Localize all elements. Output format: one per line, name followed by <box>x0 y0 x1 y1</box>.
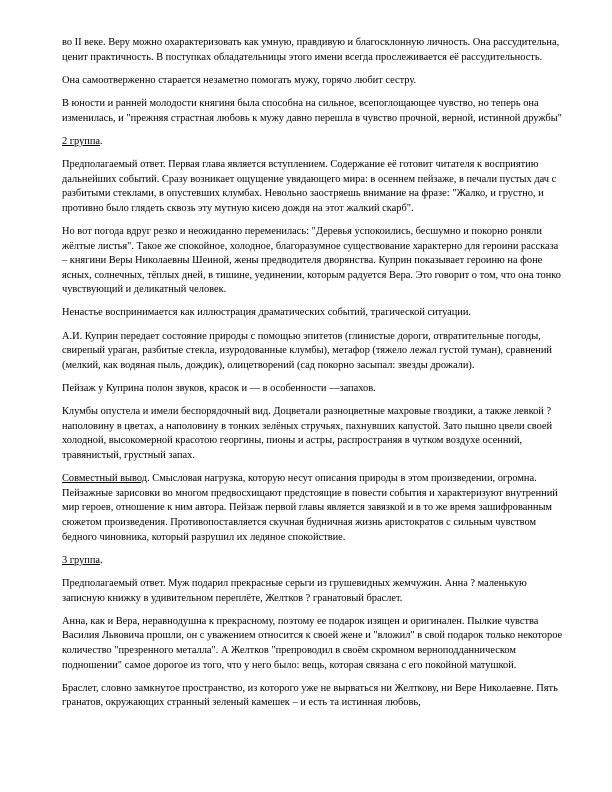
paragraph <box>62 330 566 374</box>
paragraph-text: . <box>100 135 103 147</box>
paragraph-text: Она самоотверженно старается незаметно помогать мужу, горячо любит сестру. <box>62 74 417 86</box>
paragraph-text: Предполагаемый ответ. Муж подарил прекрасные серьги из грушевидных жемчужин. Анна ? маленькую записную книжку в удивительном переплёте, Желтков ? гранатовый браслет. <box>62 577 527 604</box>
paragraph-text: Анна, как и Вера, неравнодушна к прекрасному, поэтому ее подарок изящен и оригинален. Пылкие чувства Василия Львовича прошли, он с уважением относится к своей жене и "вложил" в свой подарок только некоторое количество "презренного металла". А Желтков "препроводил в своём скромном верноподданническом подношении" самое дорогое из того, что у него было: вещь, которая связана с его покойной матушкой. <box>62 615 563 671</box>
paragraph-text: А.И. Куприн передает состояние природы с помощью эпитетов (глинистые дороги, отвратительные погоды, свирепый ураган, разбитые стекла, изуродованные клумбы), метафор (тяжело лежал густой туман), сравнений (мелкий, как водяная пыль, дождик), олицетворений (сад покорно засыпал: звезды дрожали). <box>62 330 552 371</box>
paragraph <box>62 682 566 711</box>
paragraph-text: Предполагаемый ответ. Первая глава является вступлением. Содержание её готовит читателя к восприятию дальнейших событий. Сразу возникает ощущение увядающего мира: в осеннем пейзаже, в печали пустых дач с разбитыми стеклами, в опустевших клумбах. Невольно заостряешь внимание на фразе: "Жалко, и грустно, и противно было глядеть сквозь эту мутную кисею дождя на этот жалкий скарб". <box>62 158 557 214</box>
paragraph-text: Пейзаж у Куприна полон звуков, красок и — в особенности —запахов. <box>62 383 376 395</box>
paragraph <box>62 36 566 65</box>
document-page <box>62 36 566 719</box>
paragraph-text: Ненастье воспринимается как иллюстрация драматических событий, трагической ситуации. <box>62 307 472 319</box>
paragraph <box>62 615 566 673</box>
paragraph <box>62 225 566 298</box>
underlined-heading-text: Совместный вывод <box>62 473 148 485</box>
paragraph-text: Браслет, словно замкнутое пространство, из которого уже не вырваться ни Желткову, ни Вере Николаевне. Пять гранатов, окружающих странный зеленый камешек – и есть та истинная любовь, <box>62 682 558 709</box>
paragraph-text: Клумбы опустела и имели беспорядочный вид. Доцветали разноцветные махровые гвоздики, а также левкой ? наполовину в цветах, а наполовину в тонких зелёных стручьях, пахнувших капустой. Зато пышно цвели своей холодной, высокомерной красотою георгины, пионы и астры, распространяя в чутком воздухе осенний, травянистый, грустный запах. <box>62 406 553 461</box>
paragraph-text: . Смысловая нагрузка, которую несут описания природы в этом произведении, огромна. Пейзажные зарисовки во многом предвосхищают предстоящие в повести события и характеризуют внутренний мир героев, отношение к ним автора. Пейзаж первой главы является завязкой и в то же время зашифрованным сюжетом произведения. Противопоставляется скучная будничная жизнь аристократов с сильным чувством бедного чиновника, который разрушил их ледяное спокойствие. <box>62 473 558 543</box>
paragraph <box>62 472 566 545</box>
paragraph-text: В юности и ранней молодости княгиня была способна на сильное, всепоглощающее чувство, но теперь она изменилась, и "прежняя страстная любовь к мужу давно перешла в чувство прочной, верной, истинной дружбы" <box>62 97 562 124</box>
paragraph-text: Но вот погода вдруг резко и неожиданно переменилась: "Деревья успокоились, бесшумно и покорно роняли жёлтые листья". Такое же спокойное, холодное, благоразумное существование характерно для героини рассказа – княгини Веры Николаевны Шеиной, жены предводителя дворянства. Куприн показывает героиню на фоне ясных, солнечных, тёплых дней, в тишине, уединении, которым радуется Вера. Это говорит о том, что она тонко чувствующий и деликатный человек. <box>62 225 562 296</box>
underlined-heading-text: 2 группа <box>62 135 101 147</box>
paragraph-text: . <box>100 554 103 566</box>
paragraph <box>62 554 566 569</box>
paragraph <box>62 158 566 216</box>
paragraph <box>62 74 566 89</box>
paragraph-text: во II веке. Веру можно охарактеризовать как умную, правдивую и благосклонную личность. Она рассудительна, ценит практичность. В поступках обладательницы этого имени всегда прослеживается её рассудительность. <box>62 37 560 63</box>
paragraph <box>62 135 566 150</box>
paragraph <box>62 306 566 321</box>
paragraph <box>62 577 566 606</box>
paragraph <box>62 97 566 126</box>
paragraph <box>62 405 566 463</box>
underlined-heading-text: 3 группа <box>62 554 101 566</box>
paragraph <box>62 382 566 397</box>
